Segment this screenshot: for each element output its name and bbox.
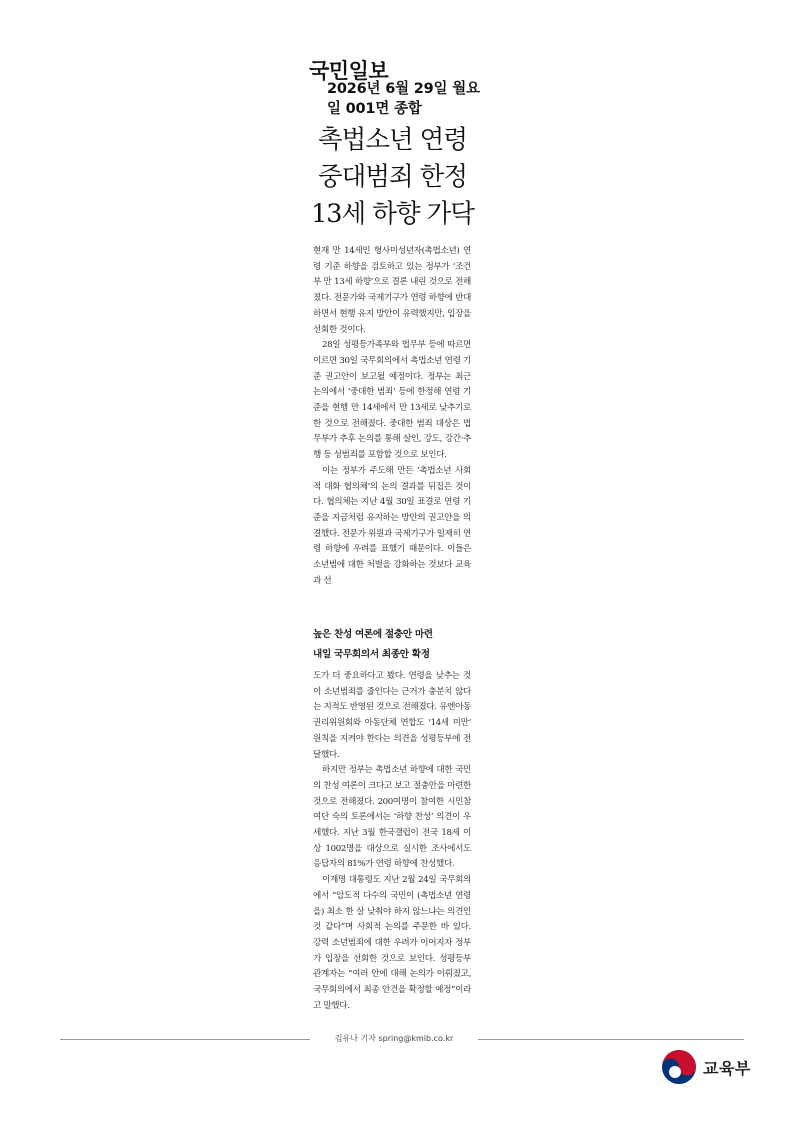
article-paragraph: 도가 더 중요하다고 봤다. 연령을 낮추는 것이 소년범죄를 줄인다는 근거가 충분치 않다는 지적도 반영된 것으로 전해졌다. 유엔아동권리위원회와 아동단체 연합도 ‘14세 미만’ 원칙을 지켜야 한다는 의견을 성평등부에 전달했다. xyxy=(313,671,471,760)
subheadline-line: 높은 찬성 여론에 절충안 마련 xyxy=(313,629,433,640)
article-body-column-1 xyxy=(313,244,471,589)
footer-divider-right xyxy=(478,1039,744,1040)
subheadline-line: 내일 국무회의서 최종안 확정 xyxy=(313,649,430,660)
article-paragraph: 28일 성평등가족부와 법무부 등에 따르면 이르면 30일 국무회의에서 촉법소년 연령 기준 권고안이 보고될 예정이다. 정부는 최근 논의에서 ‘중대한 범죄’ 등에 한정해 연령 기준을 현행 만 14세에서 만 13세로 낮추기로 한 것으로 전해졌다. 중대한 범죄 대상은 법무부가 추후 논의를 통해 살인, 강도, 강간·추행 등 성범죄를 포함할 것으로 보인다. xyxy=(313,340,471,461)
headline-line: 촉법소년 연령 xyxy=(318,125,467,155)
subheadline xyxy=(313,625,483,665)
byline: 김유나 기자 spring@kmib.co.kr xyxy=(334,1034,454,1043)
newspaper-masthead: 국민일보 xyxy=(309,59,389,83)
headline-line: 중대범죄 한정 xyxy=(318,162,467,192)
article-paragraph: 이는 정부가 주도해 만든 ‘촉법소년 사회적 대화 협의체’의 논의 결과를 뒤집은 것이다. 협의체는 지난 4월 30일 표결로 연령 기준을 지금처럼 유지하는 방안의 권고안을 의결했다. 전문가 위원과 국제기구가 일제히 연령 하향에 우려를 표했기 때문이다. 이들은 소년범에 대한 처벌을 강화하는 것보다 교육과 선 xyxy=(313,465,471,586)
headline-line: 13세 하향 가닥 xyxy=(311,199,474,229)
headline xyxy=(300,122,485,233)
footer-divider-left xyxy=(60,1039,310,1040)
article-paragraph: 이재명 대통령도 지난 2월 24일 국무회의에서 “압도적 다수의 국민이 (촉법소년 연령을) 최소 한 살 낮춰야 하지 않느냐는 의견인 것 같다”며 사회적 논의를 주문한 바 있다. 강력 소년범죄에 대한 우려가 이어지자 정부가 입장을 선회한 것으로 보인다. 성평등부 관계자는 “여러 안에 대해 논의가 이뤄졌고, 국무회의에서 최종 안건을 확정할 예정”이라고 말했다. xyxy=(313,875,471,1011)
dateline: 2026년 6월 29일 월요일 001면 종합 xyxy=(327,81,480,117)
taegeuk-icon xyxy=(661,1049,697,1085)
ministry-name: 교육부 xyxy=(703,1058,751,1078)
ministry-logo xyxy=(661,1047,751,1087)
article-paragraph: 현재 만 14세인 형사미성년자(촉법소년) 연령 기준 하향을 검토하고 있는 정부가 ‘조건부 만 13세 하향’으로 결론 내린 것으로 전해졌다. 전문가와 국제기구가 연령 하향에 반대하면서 현행 유지 방안이 유력했지만, 입장을 선회한 것이다. xyxy=(313,246,471,335)
article-body-column-2 xyxy=(313,669,471,1014)
article-paragraph: 하지만 정부는 촉법소년 하향에 대한 국민의 찬성 여론이 크다고 보고 절충안을 마련한 것으로 전해졌다. 200여명이 참여한 시민참여단 숙의 토론에서는 ‘하향 찬성’ 의견이 우세했다. 지난 3월 한국갤럽이 전국 18세 이상 1002명을 대상으로 실시한 조사에서도 응답자의 81%가 연령 하향에 찬성했다. xyxy=(313,765,471,870)
